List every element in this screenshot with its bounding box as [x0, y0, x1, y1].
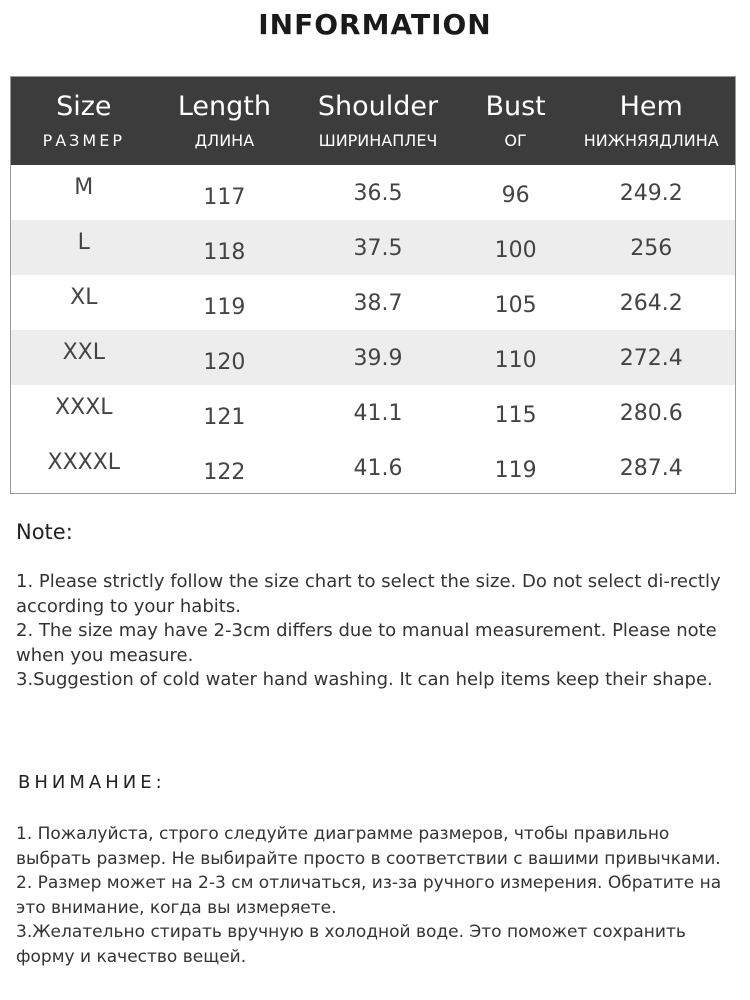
note-line: 1. Please strictly follow the size chart to select the size. Do not select di-rectly according to your habits. [16, 571, 721, 617]
header-en-label: Size [56, 91, 112, 122]
cell-hem: 256 [630, 236, 673, 261]
cell-length: 120 [203, 350, 246, 375]
note-line: 2. The size may have 2-3cm differs due to manual measurement. Please note when you measure. [16, 620, 717, 666]
cell-hem: 249.2 [619, 181, 683, 206]
cell-bust: 105 [494, 293, 537, 318]
size-table [10, 76, 736, 494]
header-hem [567, 77, 735, 165]
cell-shoulder: 38.7 [353, 291, 403, 316]
header-en-label: Hem [619, 91, 683, 122]
cell-hem: 272.4 [619, 346, 683, 371]
cell-size: L [77, 230, 90, 255]
table-row [11, 440, 735, 495]
note-line: 3.Suggestion of cold water hand washing. It can help items keep their shape. [16, 669, 713, 690]
note-ru-line: 3.Желательно стирать вручную в холодной воде. Это поможет сохранить форму и качество вещей. [16, 922, 686, 967]
cell-bust: 119 [494, 458, 537, 483]
cell-shoulder: 39.9 [353, 346, 403, 371]
table-row [11, 275, 735, 330]
cell-size: M [74, 175, 94, 200]
cell-hem: 264.2 [619, 291, 683, 316]
note-ru-line: 2. Размер может на 2-3 см отличаться, из-за ручного измерения. Обратите на это внимание, когда вы измеряете. [16, 873, 722, 918]
note-ru-line: 1. Пожалуйста, строго следуйте диаграмме размеров, чтобы правильно выбрать размер. Не выбирайте просто в соответствии с вашими привычками. [16, 824, 721, 869]
header-length [157, 77, 293, 165]
cell-hem: 280.6 [619, 401, 683, 426]
cell-shoulder: 36.5 [353, 181, 403, 206]
cell-shoulder: 41.1 [353, 401, 403, 426]
header-en-label: Bust [485, 91, 546, 122]
header-bust [464, 77, 568, 165]
cell-length: 117 [203, 185, 246, 210]
cell-shoulder: 41.6 [353, 456, 403, 481]
cell-length: 121 [203, 405, 246, 430]
cell-size: XXL [62, 340, 105, 365]
cell-bust: 100 [494, 238, 537, 263]
note-ru-body [16, 822, 736, 969]
cell-length: 122 [203, 460, 246, 485]
table-header [11, 77, 735, 165]
cell-hem: 287.4 [619, 456, 683, 481]
note-title: Note: [16, 520, 73, 544]
header-shoulder [292, 77, 464, 165]
cell-length: 119 [203, 295, 246, 320]
note-ru-title: ВНИМАНИЕ: [18, 772, 166, 793]
page-title: INFORMATION [258, 8, 492, 41]
header-en-label: Shoulder [317, 91, 439, 122]
table-row [11, 165, 735, 220]
cell-bust: 110 [494, 348, 537, 373]
cell-size: XXXL [55, 395, 113, 420]
table-row [11, 220, 735, 275]
header-en-label: Length [177, 91, 271, 122]
header-ru-label: РАЗМЕР [42, 131, 125, 150]
cell-size: XXXXL [47, 450, 121, 475]
cell-size: XL [70, 285, 98, 310]
note-body [16, 570, 731, 693]
header-ru-label: НИЖНЯЯДЛИНА [583, 131, 719, 150]
header-ru-label: ОГ [504, 131, 527, 150]
cell-length: 118 [203, 240, 246, 265]
header-size [11, 77, 157, 165]
table-row [11, 385, 735, 440]
cell-bust: 96 [501, 183, 530, 208]
cell-bust: 115 [494, 403, 537, 428]
table-row [11, 330, 735, 385]
header-ru-label: ШИРИНАПЛЕЧ [318, 131, 438, 150]
header-ru-label: ДЛИНА [194, 131, 255, 150]
cell-shoulder: 37.5 [353, 236, 403, 261]
